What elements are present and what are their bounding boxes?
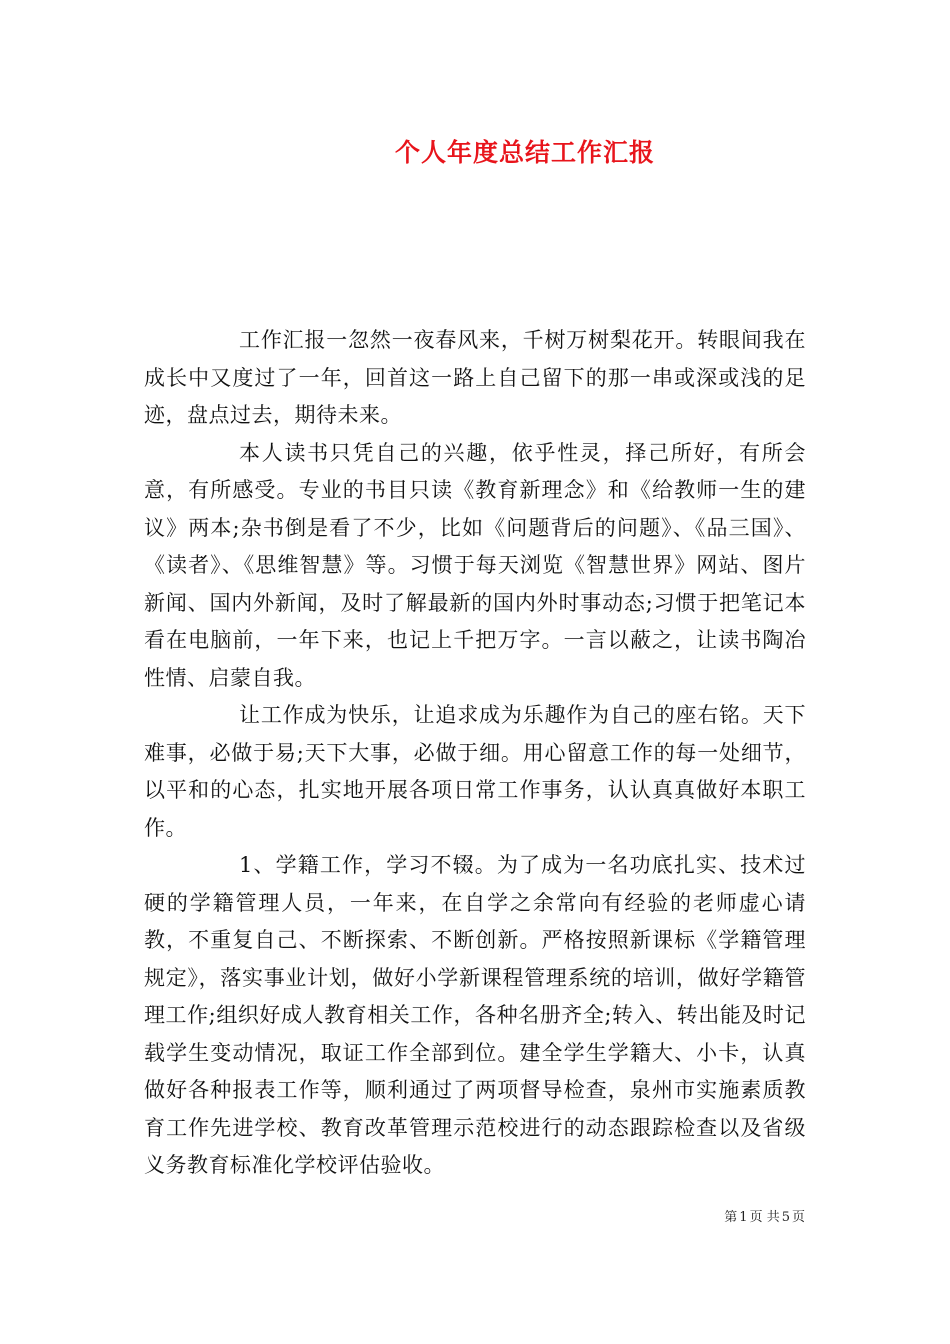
footer-suffix: 页 [791,1210,805,1225]
footer-page-number: 1 [739,1210,748,1225]
paragraph-reading: 本人读书只凭自己的兴趣，依乎性灵，择己所好，有所会意，有所感受。专业的书目只读《教育新理念》和《给教师一生的建议》两本;杂书倒是看了不少，比如《问题背后的问题》、《品三国》、《读者》、《思维智慧》等。习惯于每天浏览《智慧世界》网站、图片新闻、国内外新闻，及时了解最新的国内外时事动态;习惯于把笔记本看在电脑前，一年下来，也记上千把万字。一言以蔽之，让读书陶冶性情、启蒙自我。 [144,440,806,690]
paragraph-intro: 工作汇报一忽然一夜春风来，千树万树梨花开。转眼间我在成长中又度过了一年，回首这一路上自己留下的那一串或深或浅的足迹，盘点过去，期待未来。 [144,328,806,427]
paragraph-student-records: 1、学籍工作，学习不辍。为了成为一名功底扎实、技术过硬的学籍管理人员，一年来，在自学之余常向有经验的老师虚心请教，不重复自己、不断探索、不断创新。严格按照新课标《学籍管理规定》，落实事业计划，做好小学新课程管理系统的培训，做好学籍管理工作;组织好成人教育相关工作，各种名册齐全;转入、转出能及时记载学生变动情况，取证工作全部到位。建全学生学籍大、小卡，认真做好各种报表工作等，顺利通过了两项督导检查，泉州市实施素质教育工作先进学校、教育改革管理示范校进行的动态跟踪检查以及省级义务教育标准化学校评估验收。 [144,853,806,1177]
footer-prefix: 第 [724,1210,738,1225]
page-footer [723,1206,806,1225]
paragraph-work-motto: 让工作成为快乐，让追求成为乐趣作为自己的座右铭。天下难事，必做于易;天下大事，必做于细。用心留意工作的每一处细节，以平和的心态，扎实地开展各项日常工作事务，认认真真做好本职工作。 [144,703,806,840]
footer-middle: 页 共 [749,1210,780,1225]
page-title: 个人年度总结工作汇报 [394,138,655,167]
body-text [144,322,806,1185]
footer-total-pages: 5 [781,1210,790,1225]
